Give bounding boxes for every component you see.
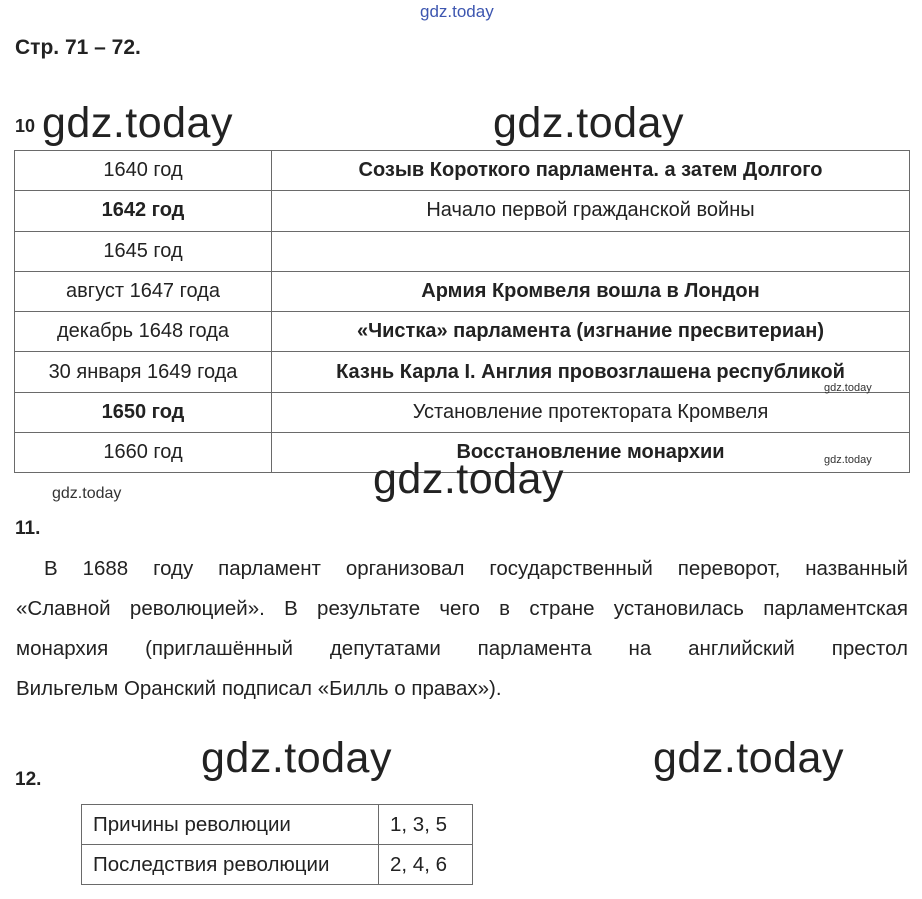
watermark-big: gdz.today xyxy=(373,455,564,503)
watermark-big: gdz.today xyxy=(42,99,233,147)
paragraph-line: В 1688 году парламент организовал государственный переворот, названный xyxy=(44,557,908,580)
table-row xyxy=(15,151,910,191)
watermark-tiny: gdz.today xyxy=(824,454,872,466)
section-11-paragraph xyxy=(16,549,908,709)
date-cell: 30 января 1649 года xyxy=(15,352,272,392)
date-cell: 1642 год xyxy=(15,191,272,231)
section-12-number: 12. xyxy=(15,769,42,790)
event-cell: «Чистка» парламента (изгнание пресвитериан) xyxy=(272,312,910,352)
date-cell: 1645 год xyxy=(15,231,272,271)
paragraph-line: Вильгельм Оранский подписал «Билль о правах»). xyxy=(16,677,502,700)
section-11-number: 11. xyxy=(15,518,41,539)
date-cell: 1650 год xyxy=(15,392,272,432)
table-row xyxy=(15,312,910,352)
table-cell-value: 2, 4, 6 xyxy=(379,845,473,885)
table-row xyxy=(15,392,910,432)
watermark-big: gdz.today xyxy=(201,734,392,782)
event-cell: Установление протектората Кромвеля xyxy=(272,392,910,432)
page-heading: Стр. 71 – 72. xyxy=(15,36,141,59)
paragraph-line: монархия (приглашённый депутатами парламента на английский престол xyxy=(16,637,908,660)
watermark-top: gdz.today xyxy=(420,2,494,21)
chronology-table xyxy=(14,150,910,473)
watermark-big: gdz.today xyxy=(493,99,684,147)
event-cell xyxy=(272,231,910,271)
event-cell: Созыв Короткого парламента. а затем Долгого xyxy=(272,151,910,191)
revolution-table xyxy=(81,804,473,885)
watermark-big: gdz.today xyxy=(653,734,844,782)
table-row xyxy=(82,805,473,845)
watermark-small: gdz.today xyxy=(52,485,122,502)
event-cell: Начало первой гражданской войны xyxy=(272,191,910,231)
table-cell-label: Причины революции xyxy=(82,805,379,845)
table-cell-label: Последствия революции xyxy=(82,845,379,885)
date-cell: август 1647 года xyxy=(15,271,272,311)
watermark-tiny: gdz.today xyxy=(824,382,872,394)
section-10-number: 10 xyxy=(15,116,36,136)
date-cell: 1640 год xyxy=(15,151,272,191)
event-cell: Восстановление монархии xyxy=(272,433,910,473)
table-cell-value: 1, 3, 5 xyxy=(379,805,473,845)
table-row xyxy=(15,231,910,271)
event-cell: Армия Кромвеля вошла в Лондон xyxy=(272,271,910,311)
table-row xyxy=(15,271,910,311)
paragraph-line: «Славной революцией». В результате чего в стране установилась парламентская xyxy=(16,597,908,620)
date-cell: 1660 год xyxy=(15,433,272,473)
event-cell: Казнь Карла I. Англия провозглашена республикой xyxy=(272,352,910,392)
table-row xyxy=(82,845,473,885)
date-cell: декабрь 1648 года xyxy=(15,312,272,352)
table-row xyxy=(15,352,910,392)
table-row xyxy=(15,191,910,231)
